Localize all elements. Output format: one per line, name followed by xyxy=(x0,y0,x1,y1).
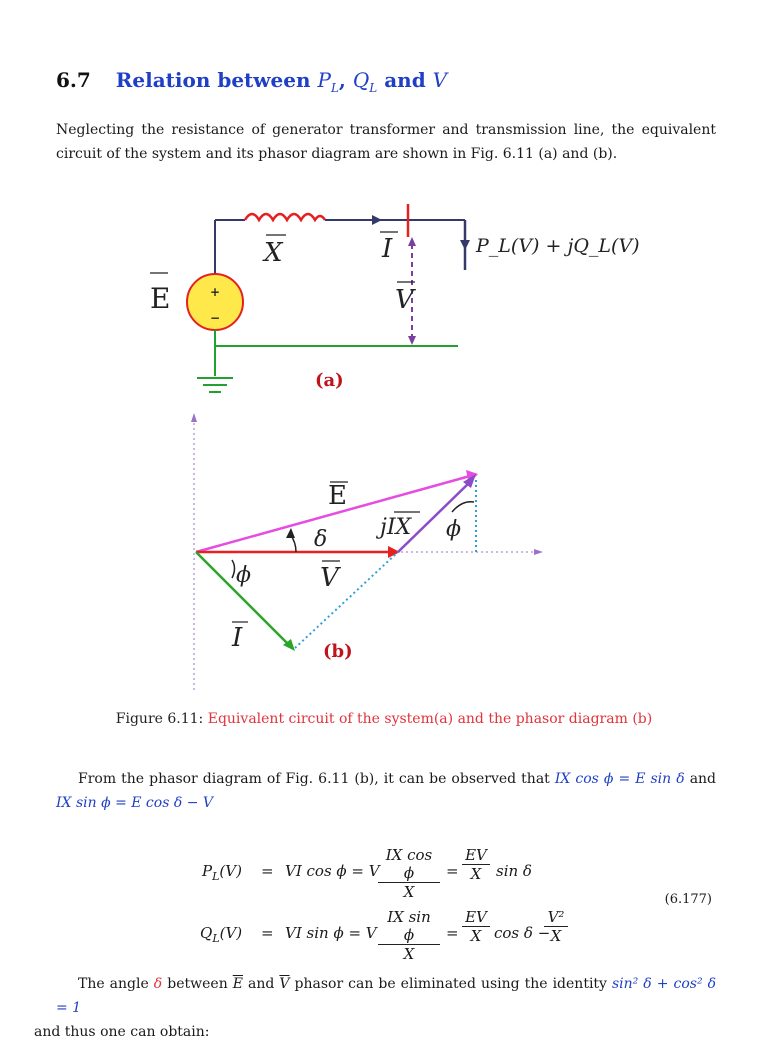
inductor-symbol xyxy=(245,214,325,220)
eq2-rhs: VI sin ϕ = V xyxy=(285,924,377,942)
label-X: X xyxy=(264,238,283,268)
label-V-phasor: V xyxy=(320,563,339,593)
panel-label-a: (a) xyxy=(315,370,344,391)
phasor-diagram-figure xyxy=(0,410,768,695)
identity-paragraph: The angle δ between $\overline{E}$ and $\overline{V}$ phasor can be eliminated using the identity sin² δ + cos² δ = 1 and thus one can obtain: xyxy=(34,976,717,1040)
label-jIX: jIX xyxy=(380,515,412,540)
eq1-rhs: VI cos ϕ = V xyxy=(285,862,380,880)
label-delta: δ xyxy=(314,527,328,552)
equation-block: $P_L(V)$ = VI cos ϕ = V $\frac{\text{IX cos ϕ}}{X}$ = $\frac{EV}{X}$ sin δ $Q_L(V)$ = VI sin ϕ = V $\frac{\text{IX sin ϕ}}{X}$ = $\frac{EV}{X}$ cos δ − $\frac{\text{V²}}{X}$ xyxy=(0,850,768,960)
eq1-fraction-2: $\frac{EV}{X}$ xyxy=(462,846,490,883)
phi-arc-right xyxy=(452,502,474,512)
section-title: Relation between $P_L$, $Q_L$ and V xyxy=(115,68,448,95)
expression-2: IX sin ϕ = E cos δ − V xyxy=(56,795,213,811)
equation-number: (6.177) xyxy=(664,892,712,907)
label-V: V xyxy=(395,285,414,315)
eq1-lhs: $P_L(V)$ xyxy=(202,862,242,883)
section-number: 6.7 xyxy=(56,68,91,92)
load-label: P_L(V) + jQ_L(V) xyxy=(476,235,640,257)
equivalent-circuit-figure xyxy=(0,190,768,405)
phi-arc-left xyxy=(232,560,235,578)
label-phi-left: ϕ xyxy=(236,563,251,588)
current-arrow xyxy=(372,215,382,225)
eq1-equals: = xyxy=(261,862,274,880)
construction-line-IX xyxy=(295,552,398,648)
label-I: I xyxy=(382,234,393,264)
eq2-fraction-1: $\frac{\text{IX sin ϕ}}{X}$ xyxy=(378,908,440,963)
section-heading xyxy=(56,68,447,95)
label-E: E xyxy=(150,282,171,315)
eq2-equals: = xyxy=(261,924,274,942)
expression-1: IX cos ϕ = E sin δ xyxy=(554,771,685,787)
source-minus: − xyxy=(209,311,221,325)
eq2-fraction-3: $\frac{\text{V²}}{X}$ xyxy=(544,908,568,945)
intro-paragraph: Neglecting the resistance of generator transformer and transmission line, the equivalent circuit of the system and its phasor diagram are shown in Fig. 6.11 (a) and (b). xyxy=(56,122,716,162)
eq1-fraction-1: $\frac{\text{IX cos ϕ}}{X}$ xyxy=(378,846,440,901)
load-arrow xyxy=(460,240,470,250)
figure-caption: Figure 6.11: Equivalent circuit of the system(a) and the phasor diagram (b) xyxy=(115,711,653,727)
eq2-fraction-2: $\frac{EV}{X}$ xyxy=(462,908,490,945)
source-plus: + xyxy=(209,285,221,299)
phasor-paragraph: From the phasor diagram of Fig. 6.11 (b), it can be observed that IX cos ϕ = E sin δ and IX sin ϕ = E cos δ − V xyxy=(56,771,717,811)
eq2-lhs: $Q_L(V)$ xyxy=(200,924,243,945)
panel-label-b: (b) xyxy=(323,641,353,662)
label-E-phasor: E xyxy=(328,481,347,511)
label-I-phasor: I xyxy=(232,623,243,653)
label-phi-right: ϕ xyxy=(446,517,461,542)
